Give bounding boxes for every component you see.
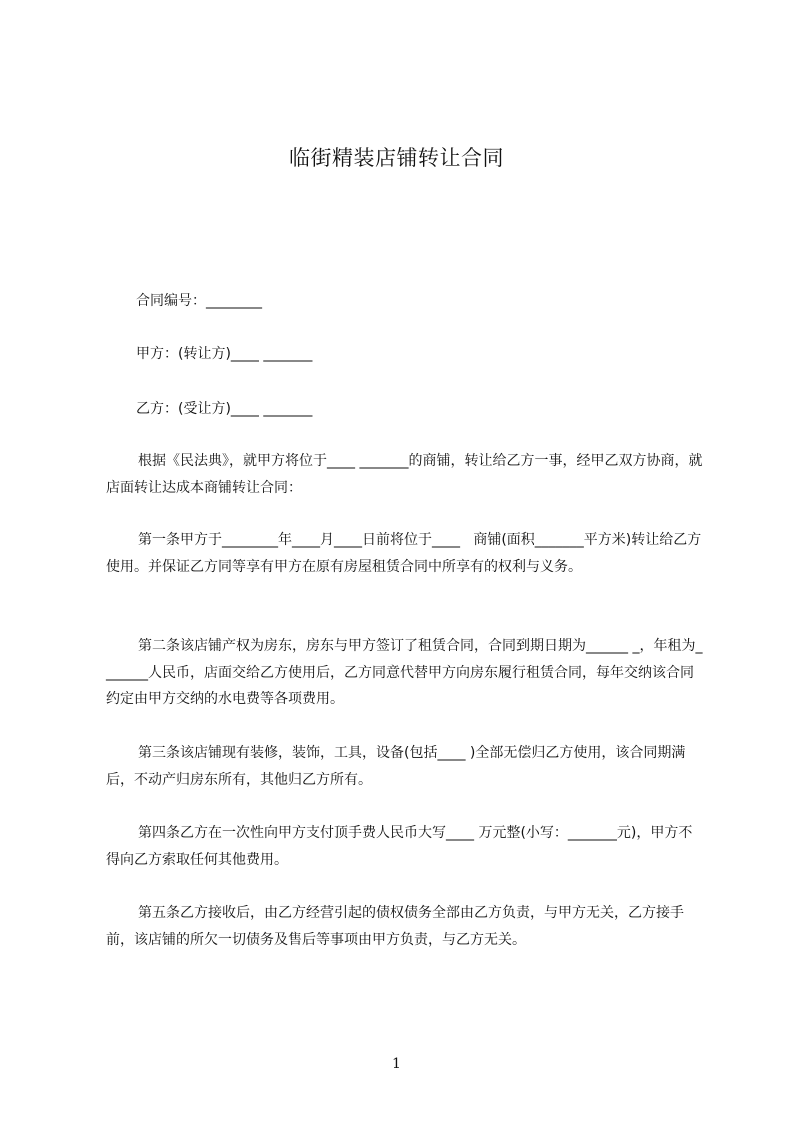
clause-2-paragraph: 第二条该店铺产权为房东，房东与甲方签订了租赁合同，合同到期日期为______ _，年租为_______人民币，店面交给乙方使用后，乙方同意代替甲方向房东履行租赁合同，每年交纳该合同约定由甲方交纳的水电费等各项费用。 bbox=[106, 638, 703, 707]
contract-number-line: 合同编号：________ bbox=[136, 293, 262, 309]
clause-1-paragraph: 第一条甲方于________年____月____日前将位于____ 商铺(面积_______平方米)转让给乙方使用。并保证乙方同等享有甲方在原有房屋租赁合同中所享有的权利与义务。 bbox=[106, 532, 702, 575]
document-title: 临街精装店铺转让合同 bbox=[289, 146, 504, 170]
preamble-paragraph: 根据《民法典》，就甲方将位于____ _______的商铺，转让给乙方一事，经甲乙双方协商，就店面转让达成本商铺转让合同： bbox=[106, 453, 703, 496]
clause-5-paragraph: 第五条乙方接收后，由乙方经营引起的债权债务全部由乙方负责，与甲方无关，乙方接手前，该店铺的所欠一切债务及售后等事项由甲方负责，与乙方无关。 bbox=[106, 905, 684, 948]
clause-3-paragraph: 第三条该店铺现有装修，装饰，工具，设备(包括____ )全部无偿归乙方使用，该合同期满后，不动产归房东所有，其他归乙方所有。 bbox=[106, 745, 686, 788]
party-b-line: 乙方：(受让方)____ _______ bbox=[136, 401, 313, 417]
page-number: 1 bbox=[392, 1056, 401, 1072]
party-a-line: 甲方：(转让方)____ _______ bbox=[136, 346, 313, 362]
clause-4-paragraph: 第四条乙方在一次性向甲方支付顶手费人民币大写____ 万元整(小写：_______元)，甲方不得向乙方索取任何其他费用。 bbox=[106, 825, 693, 868]
